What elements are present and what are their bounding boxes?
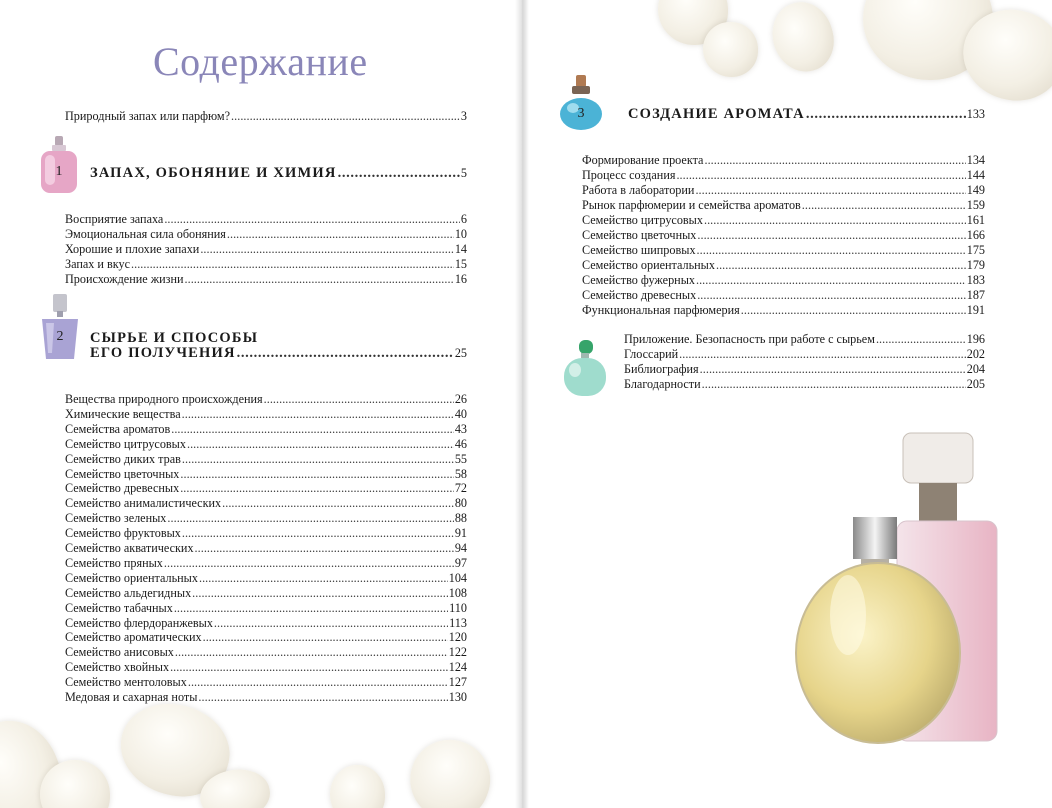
toc-leader-dots: [192, 586, 448, 600]
toc-entry-label: Процесс создания: [582, 168, 676, 182]
toc-entry-label: Химические вещества: [65, 406, 181, 421]
toc-leader-dots: [237, 346, 454, 360]
toc-entry-page: 166: [966, 228, 985, 242]
toc-entry-page: 124: [448, 660, 467, 675]
toc-entry-page: 108: [448, 585, 467, 600]
toc-entry-page: 25: [454, 346, 467, 360]
toc-entry-label: Семейство фруктовых: [65, 526, 181, 541]
toc-leader-dots: [164, 212, 460, 226]
toc-leader-dots: [182, 526, 454, 540]
toc-entry-page: 127: [448, 675, 467, 690]
toc-entry-page: 3: [460, 109, 467, 123]
toc-leader-dots: [185, 272, 454, 286]
toc-entry[interactable]: [65, 630, 467, 644]
toc-entry-page: 134: [966, 153, 985, 167]
toc-entry[interactable]: [65, 511, 467, 525]
toc-leader-dots: [227, 227, 454, 241]
chapter-title-line: СЫРЬЕ И СПОСОБЫ: [90, 330, 259, 346]
toc-leader-dots: [199, 571, 448, 585]
toc-entry-page: 179: [966, 258, 985, 272]
toc-entry-page: 159: [966, 198, 985, 212]
toc-entry-page: 183: [966, 273, 985, 287]
toc-entry-page: 40: [454, 406, 467, 421]
toc-entry[interactable]: [65, 601, 467, 615]
orchid-flower-image: [703, 22, 758, 77]
toc-leader-dots: [697, 243, 966, 257]
toc-entry-page: 113: [449, 615, 467, 630]
toc-entry[interactable]: [624, 332, 985, 346]
toc-leader-dots: [203, 630, 448, 644]
toc-entry-label: Семейство табачных: [65, 600, 173, 615]
toc-leader-dots: [167, 511, 453, 525]
toc-entry-page: 55: [454, 451, 467, 466]
toc-entry-page: 14: [454, 242, 467, 257]
toc-entry-page: 94: [454, 541, 467, 555]
toc-entry-label: Семейство древесных: [582, 288, 697, 302]
toc-entry-label: Глоссарий: [624, 347, 679, 361]
toc-entry-label: Функциональная парфюмерия: [582, 303, 740, 317]
toc-entry[interactable]: [65, 392, 467, 406]
pink-perfume-bottle-icon: [38, 134, 80, 196]
toc-entry-page: 133: [966, 107, 985, 121]
toc-entry-page: 58: [454, 466, 467, 481]
toc-entry-page: 144: [966, 168, 985, 182]
chapter-number: 3: [577, 106, 585, 121]
toc-leader-dots: [806, 107, 966, 121]
toc-entry[interactable]: [65, 437, 467, 451]
toc-entry[interactable]: [582, 228, 985, 242]
toc-entry-page: 43: [454, 421, 467, 436]
toc-entry[interactable]: [65, 586, 467, 600]
toc-leader-dots: [338, 166, 460, 180]
toc-leader-dots: [131, 257, 454, 271]
toc-leader-dots: [716, 258, 966, 272]
toc-entry[interactable]: [65, 407, 467, 421]
toc-entry[interactable]: [65, 496, 467, 510]
toc-entry-label: Семейство цветочных: [582, 228, 697, 242]
toc-entry-page: 5: [460, 166, 467, 180]
toc-leader-dots: [676, 168, 965, 182]
toc-entry-page: 16: [454, 272, 467, 287]
mint-perfume-bottle-icon: [561, 338, 609, 398]
toc-entry[interactable]: [65, 452, 467, 466]
toc-entry[interactable]: [582, 288, 985, 302]
toc-entry-label: Формирование проекта: [582, 153, 704, 167]
toc-entry-label: Семейство шипровых: [582, 243, 696, 257]
toc-leader-dots: [175, 645, 448, 659]
toc-leader-dots: [679, 347, 966, 361]
toc-entry[interactable]: [582, 273, 985, 287]
toc-entry-label: Рынок парфюмерии и семейства ароматов: [582, 198, 801, 212]
toc-entry-page: 10: [454, 227, 467, 242]
toc-chapter-3[interactable]: [628, 107, 985, 121]
toc-entry-label: Семейство флердоранжевых: [65, 615, 213, 630]
chapter-number: 2: [56, 329, 64, 344]
toc-entry-page: 175: [966, 243, 985, 257]
toc-leader-dots: [231, 109, 460, 123]
blue-perfume-bottle-icon: [558, 74, 604, 132]
toc-entry-label: Благодарности: [624, 377, 701, 391]
toc-entry-page: 26: [454, 392, 467, 406]
toc-leader-dots: [704, 213, 966, 227]
toc-entry[interactable]: [65, 645, 467, 659]
toc-entry[interactable]: [582, 168, 985, 182]
toc-entry-label: Семейства ароматов: [65, 421, 171, 436]
toc-leader-dots: [174, 601, 448, 615]
toc-entry[interactable]: [624, 347, 985, 361]
orchid-flower-image: [399, 729, 502, 808]
lilac-perfume-bottle-icon: [38, 293, 82, 363]
toc-entry-label: Семейство зеленых: [65, 511, 167, 526]
toc-entry-page: 110: [449, 600, 467, 615]
toc-entry[interactable]: [65, 272, 467, 286]
toc-entry-label: Медовая и сахарная ноты: [65, 690, 198, 704]
toc-entry-label: Семейство ароматических: [65, 630, 202, 645]
toc-entry[interactable]: [65, 541, 467, 555]
toc-chapter-1[interactable]: [90, 166, 467, 180]
toc-entry-label: Семейство пряных: [65, 555, 163, 570]
toc-entry-label: Работа в лаборатории: [582, 183, 695, 197]
toc-entry-page: 130: [448, 690, 467, 704]
toc-entry-label: Семейство анисовых: [65, 645, 174, 660]
toc-leader-dots: [695, 183, 965, 197]
toc-entry-page: 91: [454, 526, 467, 541]
toc-entry-label: Семейство цитрусовых: [582, 213, 703, 227]
toc-entry-label: Семейство ориентальных: [65, 570, 198, 585]
toc-entry[interactable]: [65, 422, 467, 436]
toc-entry-page: 15: [454, 257, 467, 272]
toc-entry-page: 88: [454, 511, 467, 526]
toc-entry-label: Природный запах или парфюм?: [65, 109, 231, 123]
toc-entry[interactable]: [65, 481, 467, 495]
toc-entry[interactable]: [65, 242, 467, 256]
toc-leader-dots: [195, 541, 454, 555]
toc-entry[interactable]: [582, 183, 985, 197]
orchid-flower-image: [765, 0, 841, 79]
toc-entry-page: 6: [460, 212, 467, 226]
toc-entry-label: Семейство древесных: [65, 481, 180, 496]
chapter-title: СОЗДАНИЕ АРОМАТА: [628, 106, 805, 122]
perfume-bottles-photo: [793, 425, 1052, 755]
toc-entry-page: 205: [966, 377, 985, 391]
toc-leader-dots: [180, 467, 453, 481]
toc-entry[interactable]: [624, 362, 985, 376]
toc-leader-dots: [188, 675, 448, 689]
toc-entry-label: Происхождение жизни: [65, 272, 184, 287]
toc-entry-label: Семейство цветочных: [65, 466, 180, 481]
page-title: Содержание: [153, 39, 368, 84]
toc-leader-dots: [700, 362, 966, 376]
toc-leader-dots: [182, 407, 454, 421]
toc-leader-dots: [704, 153, 965, 167]
toc-leader-dots: [222, 496, 454, 510]
toc-entry[interactable]: [65, 212, 467, 226]
toc-entry-label: Хорошие и плохие запахи: [65, 242, 200, 257]
toc-entry-intro[interactable]: [65, 109, 467, 123]
toc-entry[interactable]: [582, 213, 985, 227]
toc-entry[interactable]: [65, 616, 467, 630]
toc-leader-dots: [180, 481, 454, 495]
book-gutter: [515, 0, 529, 808]
toc-entry-label: Эмоциональная сила обоняния: [65, 227, 226, 242]
toc-entry-label: Семейство фужерных: [582, 273, 695, 287]
toc-entry-label: Семейство диких трав: [65, 451, 181, 466]
toc-leader-dots: [741, 303, 966, 317]
toc-entry[interactable]: [65, 257, 467, 271]
chapter-title-line: ЕГО ПОЛУЧЕНИЯ: [90, 345, 236, 361]
toc-leader-dots: [876, 332, 966, 346]
toc-entry-page: 104: [448, 570, 467, 585]
chapter-number: 1: [55, 164, 63, 179]
toc-leader-dots: [170, 660, 448, 674]
toc-entry-page: 187: [966, 288, 985, 302]
toc-entry-label: Семейство хвойных: [65, 660, 170, 675]
toc-leader-dots: [187, 437, 454, 451]
toc-entry[interactable]: [65, 571, 467, 585]
left-page: [0, 0, 523, 808]
toc-entry-label: Семейство анималистических: [65, 496, 222, 511]
toc-entry[interactable]: [65, 556, 467, 570]
toc-leader-dots: [264, 392, 454, 406]
toc-entry-label: Вещества природного происхождения: [65, 392, 263, 406]
toc-entry-page: 196: [966, 332, 985, 346]
toc-leader-dots: [802, 198, 966, 212]
toc-leader-dots: [164, 556, 454, 570]
toc-entry-label: Восприятие запаха: [65, 212, 164, 226]
toc-entry-label: Семейство акватических: [65, 541, 194, 555]
toc-entry[interactable]: [582, 153, 985, 167]
toc-entry[interactable]: [65, 660, 467, 674]
toc-entry[interactable]: [582, 258, 985, 272]
toc-entry-label: Семейство цитрусовых: [65, 436, 186, 451]
toc-leader-dots: [697, 288, 966, 302]
toc-entry[interactable]: [65, 227, 467, 241]
toc-entry[interactable]: [582, 198, 985, 212]
toc-entry-page: 120: [448, 630, 467, 645]
toc-entry[interactable]: [65, 690, 467, 704]
chapter-title: ЗАПАХ, ОБОНЯНИЕ И ХИМИЯ: [90, 165, 337, 181]
toc-entry-label: Семейство ментоловых: [65, 675, 187, 690]
toc-leader-dots: [214, 616, 448, 630]
toc-entry-label: Запах и вкус: [65, 257, 131, 272]
toc-entry-page: 204: [966, 362, 985, 376]
toc-entry-label: Приложение. Безопасность при работе с сырьем: [624, 332, 875, 346]
toc-entry-page: 46: [454, 436, 467, 451]
toc-entry[interactable]: [65, 675, 467, 689]
toc-leader-dots: [697, 228, 965, 242]
toc-entry-page: 72: [454, 481, 467, 496]
toc-chapter-2[interactable]: [90, 346, 467, 360]
toc-entry-label: Семейство альдегидных: [65, 585, 192, 600]
orchid-flower-image: [330, 765, 385, 808]
toc-entry-label: Семейство ориентальных: [582, 258, 715, 272]
toc-leader-dots: [696, 273, 966, 287]
toc-entry[interactable]: [624, 377, 985, 391]
toc-entry-label: Библиография: [624, 362, 699, 376]
right-page: [523, 0, 1052, 808]
toc-leader-dots: [702, 377, 966, 391]
toc-entry[interactable]: [582, 243, 985, 257]
toc-entry-page: 191: [966, 303, 985, 317]
toc-entry-page: 80: [454, 496, 467, 511]
toc-entry[interactable]: [65, 467, 467, 481]
toc-entry-page: 97: [454, 555, 467, 570]
toc-entry-page: 202: [966, 347, 985, 361]
toc-entry[interactable]: [582, 303, 985, 317]
toc-leader-dots: [200, 242, 453, 256]
toc-entry-page: 149: [966, 183, 985, 197]
toc-entry[interactable]: [65, 526, 467, 540]
toc-entry-page: 161: [966, 213, 985, 227]
toc-leader-dots: [171, 422, 454, 436]
toc-leader-dots: [198, 690, 447, 704]
toc-leader-dots: [182, 452, 454, 466]
toc-entry-page: 122: [448, 645, 467, 660]
